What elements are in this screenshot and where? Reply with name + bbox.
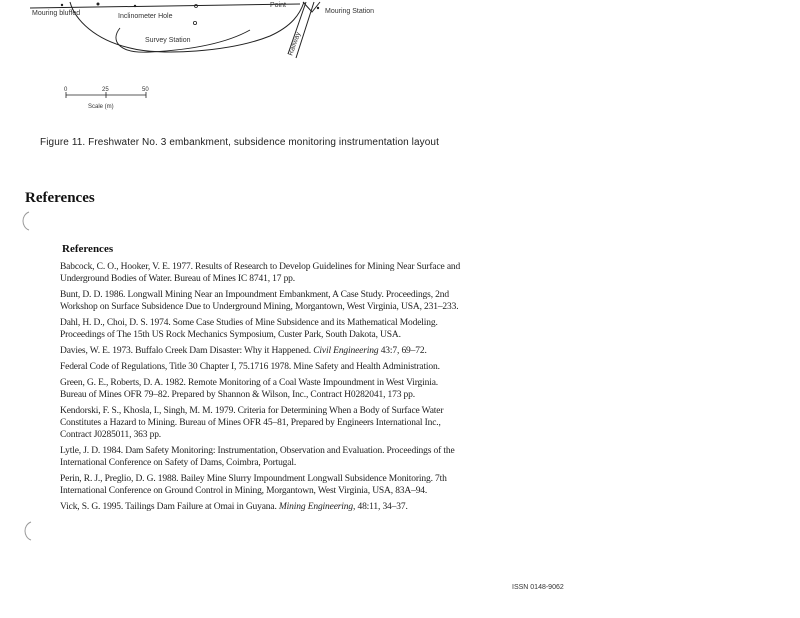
issn-number: ISSN 0148-9062 [512,584,564,591]
references-heading: References [62,243,114,255]
reference-line: Kendorski, F. S., Khosla, I., Singh, M. M. 1979. Criteria for Determining When a Body of Surface Water [60,406,444,416]
figure-caption: Figure 11. Freshwater No. 3 embankment, subsidence monitoring instrumentation layout [40,137,439,148]
map-label-point: Point [270,2,286,9]
map-label-survey: Survey Station [145,37,191,44]
reference-line [60,345,560,357]
reference-line: Contract J0285011, 363 pp. [60,430,162,440]
reference-entry [60,289,560,313]
reference-line: Green, G. E., Roberts, D. A. 1982. Remote Monitoring of a Coal Waste Impoundment in West Virginia. [60,378,439,388]
reference-line: Federal Code of Regulations, Title 30 Chapter I, 75.1716 1978. Mine Safety and Health Administration. [60,362,440,372]
map-label-left-station: Mouring bluffed [32,10,81,17]
reference-line: Bureau of Mines OFR 79–82. Prepared by Shannon & Wilson, Inc., Contract H0282041, 173 pp. [60,390,415,400]
reference-line: Bunt, D. D. 1986. Longwall Mining Near an Impoundment Embankment, A Case Study. Proceedings, 2nd [60,290,449,300]
reference-line: International Conference on Ground Control in Mining, Morgantown, West Virginia, USA, 83A–94. [60,486,428,496]
references-list [60,261,560,517]
section-title: References [25,190,95,206]
reference-line: Workshop on Surface Subsidence Due to Underground Mining, Morgantown, West Virginia, USA, 231–233. [60,302,459,312]
reference-entry [60,501,560,513]
reference-entry [60,345,560,357]
reference-line: Proceedings of The 15th US Rock Mechanics Symposium, Custer Park, South Dakota, USA. [60,330,401,340]
reference-line: Lytle, J. D. 1984. Dam Safety Monitoring: Instrumentation, Observation and Evaluation. Proceedings of the [60,446,455,456]
reference-entry [60,361,560,373]
reference-line [60,501,560,513]
embankment-outline [70,2,304,52]
reference-entry [60,261,560,285]
punch-hole-icon [20,520,34,542]
reference-entry [60,405,560,441]
map-label-railway: Railway [287,31,303,57]
punch-hole-icon [18,210,32,232]
scale-bar [64,87,149,110]
embankment-layout-figure [0,0,800,135]
reference-line: International Conference on Safety of Dams, Coimbra, Portugal. [60,458,297,468]
map-label-inclinometer: Inclinometer Hole [118,13,173,20]
scale-tick-0: 0 [64,87,68,93]
reference-line: Underground Bodies of Water. Bureau of Mines IC 8741, 17 pp. [60,274,296,284]
reference-text: Vick, S. G. 1995. Tailings Dam Failure at Omai in Guyana. [60,502,279,512]
station-marker [97,3,100,6]
reference-entry [60,445,560,469]
reference-entry [60,473,560,497]
reference-text: Davies, W. E. 1973. Buffalo Creek Dam Disaster: Why it Happened. [60,346,314,356]
scale-tick-1: 25 [102,87,109,93]
reference-journal: Civil Engineering [313,346,379,356]
scale-label: Scale (m) [88,104,114,110]
railway-line [296,2,314,58]
reference-line: Perin, R. J., Preglio, D. G. 1988. Bailey Mine Slurry Impoundment Longwall Subsidence Monitoring. 7th [60,474,447,484]
scale-tick-2: 50 [142,87,149,93]
reference-journal: Mining Engineering [278,502,354,512]
reference-text: , 48:11, 34–37. [353,502,408,512]
reference-line: Dahl, H. D., Choi, D. S. 1974. Some Case Studies of Mine Subsidence and its Mathematical Modeling. [60,318,438,328]
reference-line: Babcock, C. O., Hooker, V. E. 1977. Results of Research to Develop Guidelines for Mining Near Surface and [60,262,461,272]
reference-entry [60,317,560,341]
reference-line: Constitutes a Hazard to Mining. Bureau of Mines OFR 45–81, Prepared by Engineers International Inc., [60,418,441,428]
reference-text: 43:7, 69–72. [378,346,427,356]
reference-entry [60,377,560,401]
map-label-right-station: Mouring Station [325,8,375,15]
inclinometer-marker [193,21,196,24]
